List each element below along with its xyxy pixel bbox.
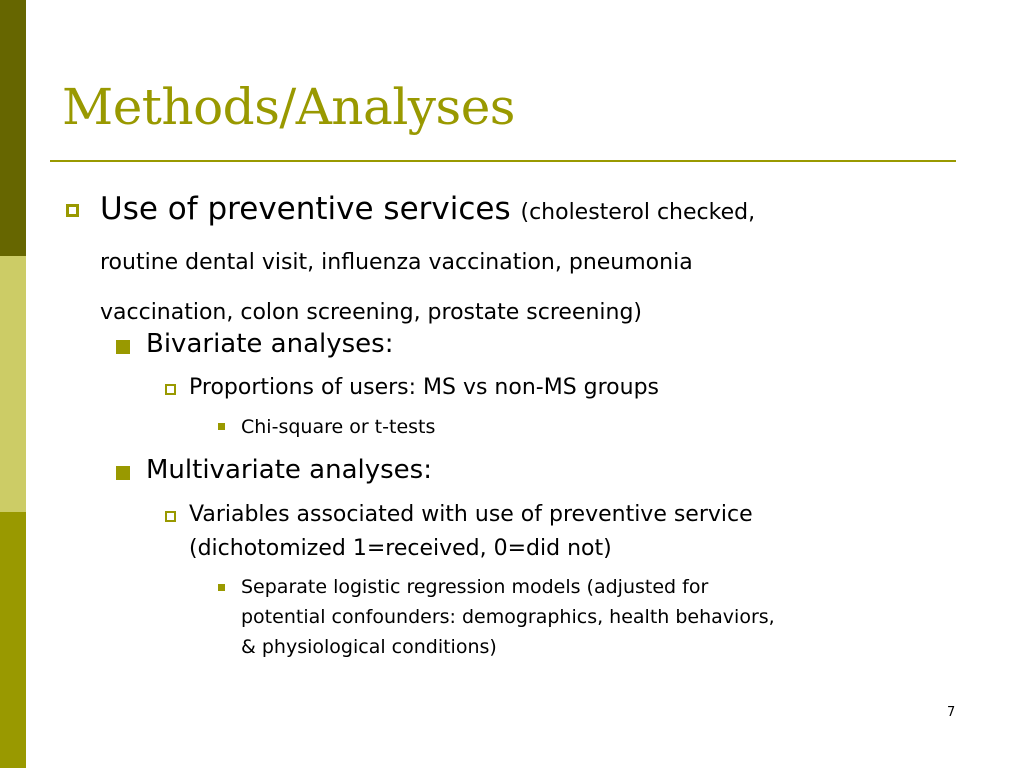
solid-square-icon: [116, 340, 130, 354]
solid-square-icon: [116, 466, 130, 480]
bivariate-subsub-item: Chi-square or t-tests: [241, 416, 436, 438]
hollow-square-icon: [165, 511, 176, 522]
multivariate-sub-line2: (dichotomized 1=received, 0=did not): [189, 536, 612, 561]
sidebar-decoration: [0, 0, 26, 768]
bullet-main-text: Use of preventive services: [100, 191, 511, 227]
solid-square-icon: [218, 423, 225, 430]
slide-title: Methods/Analyses: [62, 78, 515, 136]
multivariate-sub-line1: Variables associated with use of preventive service: [189, 502, 753, 527]
multivariate-subsub-line1: Separate logistic regression models (adjusted for: [241, 576, 709, 598]
sidebar-middle-segment: [0, 256, 26, 512]
title-underline: [50, 160, 956, 162]
multivariate-heading: Multivariate analyses:: [146, 455, 432, 485]
multivariate-sub-item: [189, 498, 949, 566]
bullet-detail-first: (cholesterol checked,: [520, 200, 756, 225]
multivariate-subsub-line2: potential confounders: demographics, health behaviors,: [241, 606, 775, 628]
hollow-square-icon: [165, 384, 176, 395]
page-number: 7: [947, 705, 956, 720]
sidebar-bottom-segment: [0, 512, 26, 768]
bivariate-heading: Bivariate analyses:: [146, 329, 394, 359]
bullet-preventive-services: [100, 186, 960, 336]
multivariate-subsub-line3: & physiological conditions): [241, 636, 497, 658]
bivariate-sub-item: Proportions of users: MS vs non-MS groups: [189, 375, 660, 400]
sidebar-top-segment: [0, 0, 26, 256]
solid-square-icon: [218, 584, 225, 591]
bullet-detail-line1: routine dental visit, influenza vaccination, pneumonia: [100, 250, 693, 275]
bullet-detail-line2: vaccination, colon screening, prostate screening): [100, 300, 643, 325]
multivariate-subsub-item: [241, 572, 971, 662]
hollow-square-icon: [66, 204, 79, 217]
